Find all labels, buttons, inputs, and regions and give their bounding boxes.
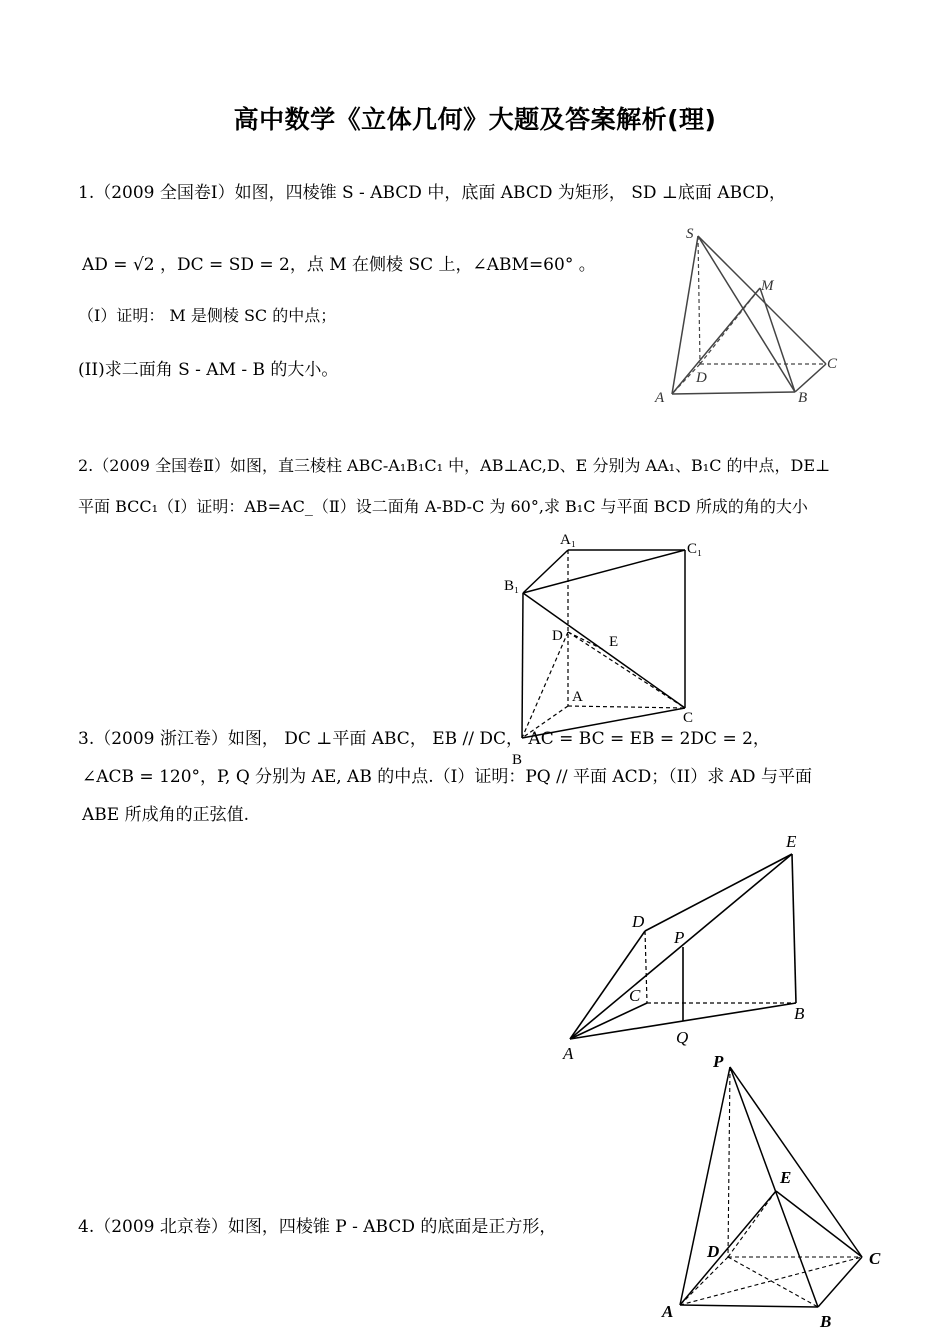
edge-b1c [523,593,685,708]
label-c1: C₁ [687,541,703,557]
edge-pc [730,1067,862,1257]
edge-ad [680,1257,728,1305]
edge-dc [568,632,685,708]
page-title: 高中数学《立体几何》大题及答案解析(理) [233,105,717,134]
q3-line2: ∠ACB = 120°，P, Q 分别为 AE, AB 的中点.（I）证明：PQ // 平面 ACD；（II）求 AD 与平面 [82,767,812,787]
label-b: B [820,1312,832,1331]
q1-line1: 1.（2009 全国卷Ⅰ）如图，四棱锥 S - ABCD 中，底面 ABCD 为矩形， SD ⊥底面 ABCD， [78,183,787,203]
edge-ec [776,1191,862,1257]
label-b1: B₁ [504,578,520,594]
edge-bc [795,364,826,392]
label-b: B [512,752,523,768]
q4-pyramid-figure [650,1055,900,1342]
q3-solid-figure [555,825,825,1065]
label-c: C [683,710,694,726]
edge-b1b [522,593,523,738]
edge-db [728,1257,818,1307]
label-a: A [655,390,665,406]
label-s: S [686,226,694,242]
q3-line1: 3.（2009 浙江卷）如图， DC ⊥平面 ABC， EB // DC， AC = BC = EB = 2DC = 2， [78,729,770,749]
label-c: C [827,356,838,372]
q2-line1: 2.（2009 全国卷Ⅱ）如图，直三棱柱 ABC-A₁B₁C₁ 中，AB⊥AC,D、E 分别为 AA₁、B₁C 的中点，DE⊥ [78,456,831,475]
edge-de [728,1191,776,1257]
q1-part1: （I）证明： M 是侧棱 SC 的中点； [78,306,337,325]
label-e: E [780,1168,792,1187]
edge-am [672,288,760,394]
label-d: D [632,912,645,931]
label-d: D [552,628,563,644]
q1-pyramid-figure [650,218,850,410]
edge-bm [760,288,795,392]
edge-dc [645,931,647,1003]
edge-sc [698,236,826,364]
label-a1: A₁ [560,532,577,548]
edge-ac [680,1257,862,1305]
label-p: P [713,1055,724,1071]
label-e: E [609,634,619,650]
edge-de [645,854,792,931]
edge-ac [568,706,685,708]
edge-pb [730,1067,818,1307]
label-e: E [786,832,797,851]
q1-line2: AD = √2 ，DC = SD = 2，点 M 在侧棱 SC 上，∠ABM=60° 。 [82,255,596,275]
label-b: B [798,390,808,406]
edge-pd [728,1067,730,1257]
label-b: B [794,1004,805,1023]
edge-sd [698,236,700,364]
label-q: Q [676,1028,689,1047]
q4-line1: 4.（2009 北京卷）如图，四棱锥 P - ABCD 的底面是正方形， [78,1217,557,1237]
q3-line3: ABE 所成角的正弦值. [82,805,249,825]
label-d: D [696,370,707,386]
label-c: C [629,986,641,1005]
edge-sb [698,236,795,392]
edge-pa [680,1067,730,1305]
label-a: A [563,1044,574,1063]
label-p: P [674,928,685,947]
edge-ab [680,1305,818,1307]
label-d: D [707,1242,720,1261]
label-m: M [761,278,774,294]
label-a: A [572,689,583,705]
edge-bc [818,1257,862,1307]
edge-eb [792,854,796,1003]
label-a: A [662,1302,674,1321]
q1-part2: (II)求二面角 S - AM - B 的大小。 [78,360,339,380]
edge-b1c1 [523,550,685,593]
q2-line2: 平面 BCC₁（Ⅰ）证明：AB=AC_（Ⅱ）设二面角 A-BD-C 为 60°,求 B₁C 与平面 BCD 所成的角的大小 [78,497,808,516]
label-c: C [869,1249,881,1268]
edge-ab [672,392,795,394]
